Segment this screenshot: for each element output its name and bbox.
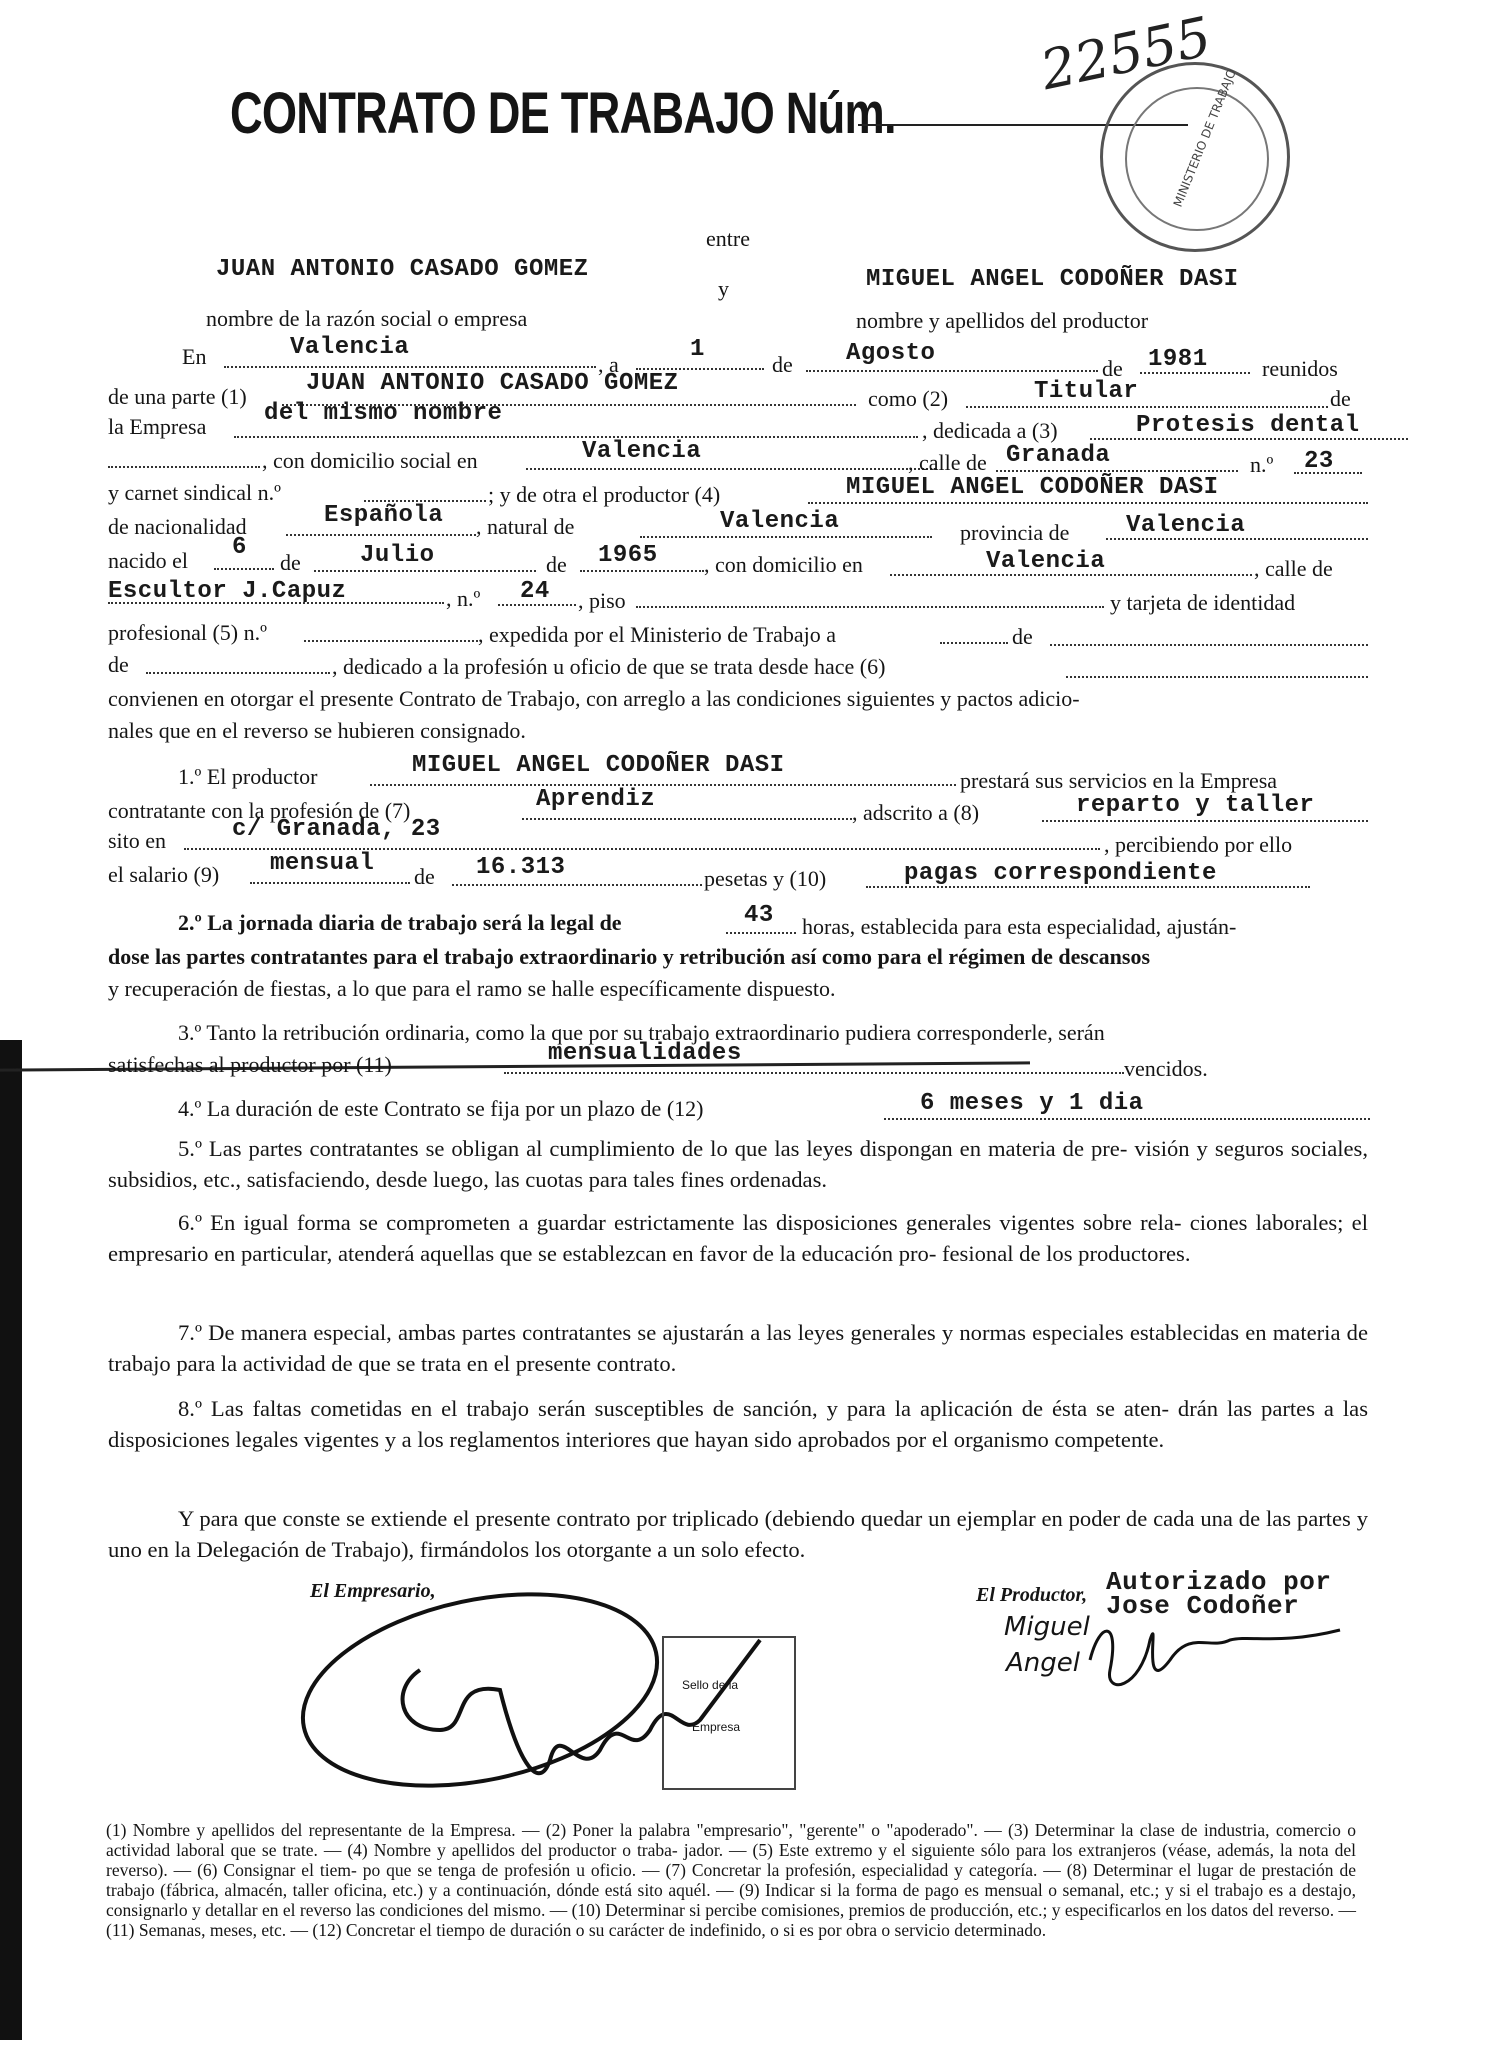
activity-line-cont: [108, 466, 260, 468]
closing-paragraph: Y para que conste se extiende el presente contrato por triplicado (debiendo quedar un ejemplar en poder de cada una de las partes y uno en la Delegación de Trabajo), firmándolos los otorgante a un solo efecto.: [108, 1506, 1368, 1562]
ministry-stamp: [1100, 62, 1290, 252]
numero-label: n.º: [1250, 452, 1274, 477]
seal-text-2: Empresa: [692, 1720, 741, 1734]
company-activity: Protesis dental: [1136, 412, 1360, 439]
authorized-stamp: Autorizado por Jose Codoñer: [1106, 1567, 1332, 1621]
adscrito: reparto y taller: [1076, 792, 1315, 819]
birth-year-line: [580, 570, 704, 572]
clause3-text-1: 3.º Tanto la retribución ordinaria, como la que por su trabajo extraordinario pudiera corresponderle, serán: [178, 1020, 1105, 1045]
footnotes: (1) Nombre y apellidos del representante de la Empresa. — (2) Poner la palabra "empresario", "gerente" o "apoderado". — (3) Determinar la clase de industria, comercio o actividad laboral que se trate. — (4) Nombre y apellidos del productor o traba- jador. — (5) Este extremo y el siguiente sólo para los extranjeros (véase, además, la nota del reverso). — (6) Consignar el tiem- po que se tenga de profesión u oficio. — (7) Concretar la profesión, especialidad y categoría. — (8) Determinar el lugar de prestación de trabajo (fábrica, almacén, taller oficina, etc.) y a continuación, dónde está sito aquél. — (9) Indicar si la forma de pago es mensual o semanal, etc.; y si el trabajo es a destajo, consignarlo y detallar en el reverso las condiciones del mismo. — (10) Determinar si percibe comisiones, premios de producción, etc.; y especificarlos en los datos del reverso. — (11) Semanas, meses, etc. — (12) Concretar el tiempo de duración o su carácter de indefinido, o si es por obra o servicio determinado.: [106, 1820, 1356, 1940]
contract-year: 1981: [1148, 346, 1208, 373]
provincia-label: provincia de: [960, 520, 1070, 545]
clause1-worker-line: [370, 784, 956, 786]
nacionalidad-label: de nacionalidad: [108, 514, 247, 539]
domicilio-social-label: , con domicilio social en: [262, 448, 478, 473]
expedida-label: , expedida por el Ministerio de Trabajo a: [478, 622, 837, 647]
calle-de-label: , calle de: [908, 450, 987, 475]
periodo-line: [250, 882, 410, 884]
company-seal-box: [662, 1636, 796, 1790]
entre-label: entre: [706, 226, 750, 251]
document-title: CONTRATO DE TRABAJO Núm.: [230, 81, 896, 146]
clause6: 6.º En igual forma se comprometen a guardar estrictamente las disposiciones generales vigentes sobre rela- ciones laborales; el empresario en particular, atenderá aquellas que se establezcan en favor de la educación pro- fesional de los productores.: [108, 1210, 1368, 1266]
handwritten-angel: Angel: [1006, 1648, 1080, 1678]
birth-month-line: [314, 570, 536, 572]
piso-label: , piso: [578, 588, 626, 613]
de-label-7: de: [108, 652, 129, 677]
productor-label: El Productor,: [976, 1584, 1088, 1606]
expedida-year-line: [146, 672, 330, 674]
sito: c/ Granada, 23: [232, 816, 441, 843]
empresa-name: del mismo nombre: [264, 400, 503, 427]
salary-amount: 16.313: [476, 854, 566, 881]
birth-month: Julio: [360, 542, 435, 569]
worker-domicile: Valencia: [986, 548, 1106, 575]
clause3-text-2: satisfechas al productor por (11): [108, 1052, 392, 1077]
sito-label: sito en: [108, 828, 167, 853]
en-label: En: [182, 344, 207, 369]
de-label-5: de: [546, 552, 567, 577]
birth-day: 6: [232, 534, 247, 561]
numero-label-2: , n.º: [446, 586, 481, 611]
productor-line: [808, 502, 1368, 504]
vencidos-label: vencidos.: [1124, 1056, 1208, 1081]
clause8: 8.º Las faltas cometidas en el trabajo serán susceptibles de sanción, y para la aplicación de ésta se aten- drán las partes a las disposiciones legales vigentes y a los reglamentos interiores que hayan sido aprobados por el organismo competente.: [108, 1396, 1368, 1452]
worker-caption: nombre y apellidos del productor: [856, 308, 1149, 333]
tarjeta-line: [304, 640, 478, 642]
salario-de-label: de: [414, 864, 435, 889]
empresa-line: [234, 436, 918, 438]
month-line: [806, 370, 1098, 372]
contract-duration: 6 meses y 1 dia: [920, 1090, 1144, 1117]
clause1-label: 1.º El productor: [178, 764, 318, 789]
domicile-city-line: [526, 468, 936, 470]
clause2-text-2: horas, establecida para esta especialidad, ajustán-: [802, 914, 1237, 939]
pay-period: mensual: [270, 850, 375, 877]
natural-label: , natural de: [476, 514, 575, 539]
nationality: Española: [324, 502, 444, 529]
clause2-text-3: dose las partes contratantes para el trabajo extraordinario y retribución así como para el régimen de descansos: [108, 944, 1151, 969]
domicile-city: Valencia: [582, 438, 702, 465]
seal-text-1: Sello de la: [682, 1678, 739, 1692]
contract-month: Agosto: [846, 340, 936, 367]
role-line: [966, 406, 1328, 408]
empresario-label: El Empresario,: [310, 1580, 436, 1602]
de-label-1: de: [772, 352, 793, 377]
handwritten-contract-number: 22555: [1035, 4, 1217, 103]
handwritten-miguel: Miguel: [1004, 1612, 1090, 1642]
worker-name: MIGUEL ANGEL CODOÑER DASI: [866, 266, 1239, 293]
otra-parte-label: ; y de otra el productor (4): [488, 482, 721, 507]
tarjeta-label: y tarjeta de identidad: [1110, 590, 1296, 615]
birth-year: 1965: [598, 542, 658, 569]
salario-line: [452, 884, 702, 886]
de-label-6: de: [1012, 624, 1033, 649]
city-line: [224, 366, 596, 368]
nacido-label: nacido el: [108, 548, 189, 573]
nationality-line: [286, 534, 476, 536]
profesion: Aprendiz: [536, 786, 656, 813]
street-number: 23: [1304, 448, 1334, 475]
profesional-label: profesional (5) n.º: [108, 620, 267, 645]
duration-line: [884, 1118, 1370, 1120]
la-empresa-label: la Empresa: [108, 414, 207, 439]
contract-day: 1: [690, 336, 705, 363]
antiguedad-line: [1066, 676, 1368, 678]
adscrito-line: [1042, 820, 1368, 822]
calle-de-label-2: , calle de: [1254, 556, 1333, 581]
stamp-text: MINISTERIO DE TRABAJO: [1170, 66, 1239, 210]
con-domicilio-label: , con domicilio en: [704, 552, 863, 577]
payment-period: mensualidades: [548, 1040, 742, 1067]
representative-name: JUAN ANTONIO CASADO GOMEZ: [306, 370, 679, 397]
de-label-3: de: [1330, 386, 1351, 411]
clause2-text-1: 2.º La jornada diaria de trabajo será la legal de: [178, 910, 622, 935]
clause4-text: 4.º La duración de este Contrato se fija por un plazo de (12): [178, 1096, 704, 1121]
province: Valencia: [1126, 512, 1246, 539]
worker-street: Escultor J.Capuz: [108, 578, 347, 605]
carnet-label: y carnet sindical n.º: [108, 480, 281, 505]
street-line: [996, 470, 1238, 472]
birthplace-line: [640, 536, 932, 538]
adscrito-label: , adscrito a (8): [852, 800, 980, 825]
reunidos-label: reunidos: [1262, 356, 1338, 381]
company-name: JUAN ANTONIO CASADO GOMEZ: [216, 256, 589, 283]
como-label: como (2): [868, 386, 949, 411]
birth-day-line: [214, 568, 274, 570]
percibiendo-label: , percibiendo por ello: [1104, 832, 1293, 857]
dedicado-label: , dedicado a la profesión u oficio de que se trata desde hace (6): [332, 654, 886, 679]
convienen-text: convienen en otorgar el presente Contrato de Trabajo, con arreglo a las condiciones siguientes y pactos adicio-: [108, 686, 1080, 711]
clause5: 5.º Las partes contratantes se obligan al cumplimiento de lo que las leyes dispongan en materia de pre- visión y seguros sociales, subsidios, etc., satisfaciendo, desde luego, las cuotas para tales fines ordenadas.: [108, 1136, 1368, 1192]
expedida-month-line: [1050, 644, 1368, 646]
piso-line: [636, 606, 1104, 608]
nales-text: nales que en el reverso se hubieren consignado.: [108, 718, 526, 743]
expedida-day-line: [940, 642, 1008, 644]
horas-line: [726, 932, 796, 934]
street: Granada: [1006, 442, 1111, 469]
extra-pays: pagas correspondiente: [904, 860, 1217, 887]
clause2-text-4: y recuperación de fiestas, a lo que para el ramo se halle específicamente dispuesto.: [108, 976, 836, 1001]
de-label-4: de: [280, 550, 301, 575]
salario-label: el salario (9): [108, 862, 220, 887]
working-hours: 43: [744, 902, 774, 929]
worker-signature: [1080, 1600, 1380, 1710]
company-caption: nombre de la razón social o empresa: [206, 306, 528, 331]
payment-period-line: [504, 1072, 1124, 1074]
representative-role: Titular: [1034, 378, 1139, 405]
y-label: y: [718, 276, 729, 301]
clause1-text-1: prestará sus servicios en la Empresa: [960, 768, 1278, 793]
productor-name: MIGUEL ANGEL CODOÑER DASI: [846, 474, 1219, 501]
de-una-parte-label: de una parte (1): [108, 384, 247, 409]
de-label-2: de: [1102, 356, 1123, 381]
clause1-worker: MIGUEL ANGEL CODOÑER DASI: [412, 752, 785, 779]
profesion-line: [522, 818, 852, 820]
birthplace: Valencia: [720, 508, 840, 535]
torn-left-edge: [0, 1040, 22, 2040]
clause7: 7.º De manera especial, ambas partes contratantes se ajustarán a las leyes generales y normas especiales establecidas en materia de trabajo para la actividad de que se trata en el presente contrato.: [108, 1320, 1368, 1376]
contract-city: Valencia: [290, 334, 410, 361]
worker-street-number: 24: [520, 578, 550, 605]
dedicada-label: , dedicada a (3): [922, 418, 1058, 443]
clause1-text-2: contratante con la profesión de (7): [108, 798, 411, 823]
pesetas-label: pesetas y (10): [704, 866, 827, 891]
a-label: , a: [598, 352, 619, 377]
